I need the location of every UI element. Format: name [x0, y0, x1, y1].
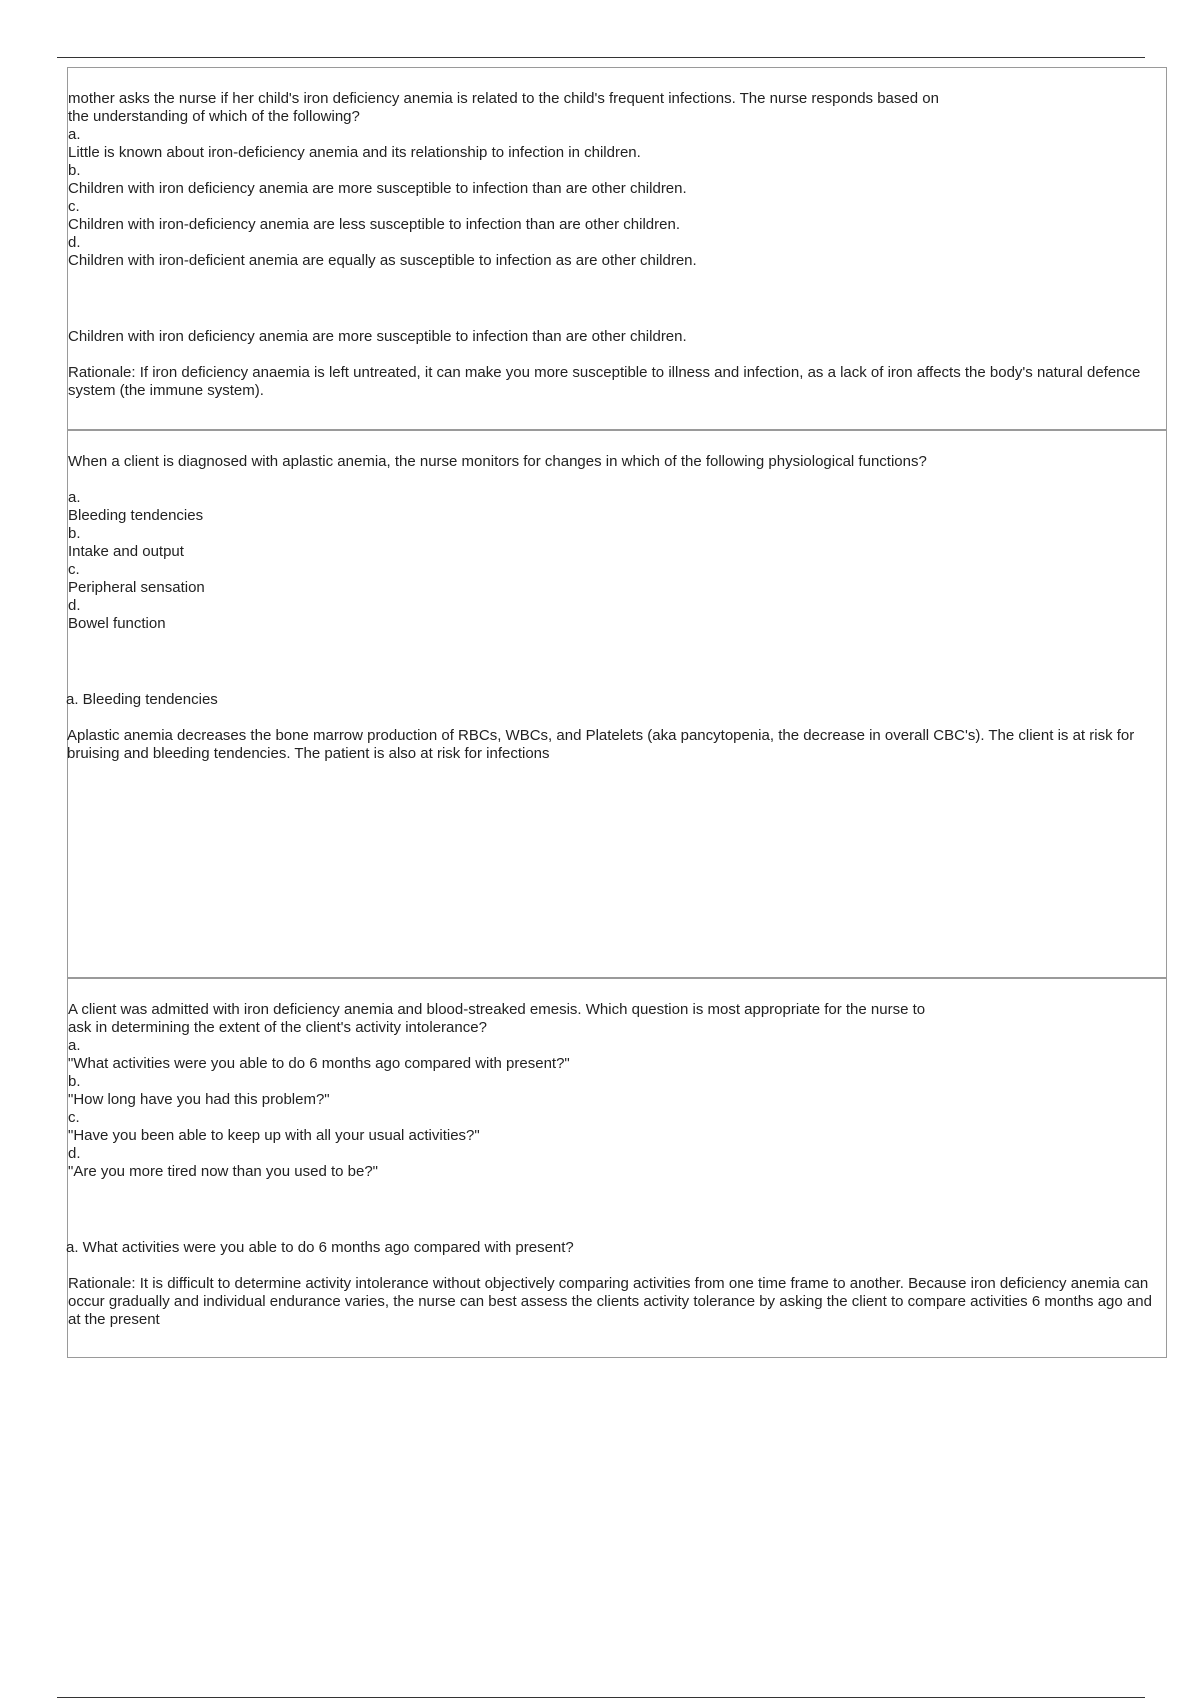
option-letter: b.: [68, 525, 81, 542]
option-d[interactable]: [68, 597, 205, 633]
question-card-3: [67, 978, 1167, 1358]
option-letter: c.: [68, 1109, 80, 1126]
option-a[interactable]: [68, 1037, 570, 1073]
option-text: Bowel function: [68, 615, 166, 632]
question-card-2: [67, 430, 1167, 978]
question-text: A client was admitted with iron deficiency anemia and blood-streaked emesis. Which question is most appropriate for the nurse to ask in determining the extent of the client's activity intolerance?: [68, 1001, 926, 1036]
option-letter: a.: [68, 489, 81, 506]
option-b[interactable]: [68, 1073, 570, 1109]
option-a[interactable]: [68, 126, 697, 162]
rationale-text: Rationale: If iron deficiency anaemia is left untreated, it can make you more susceptible to illness and infection, as a lack of iron affects the body's natural defence system (the immune system).: [68, 364, 1141, 399]
option-letter: c.: [68, 561, 80, 578]
option-letter: d.: [68, 1145, 81, 1162]
correct-answer: a. Bleeding tendencies: [66, 691, 218, 708]
option-text: "Are you more tired now than you used to be?": [68, 1163, 378, 1180]
option-text: "Have you been able to keep up with all your usual activities?": [68, 1127, 480, 1144]
option-letter: b.: [68, 1073, 81, 1090]
option-letter: a.: [68, 1037, 81, 1054]
option-a[interactable]: [68, 489, 205, 525]
question-text: mother asks the nurse if her child's iron deficiency anemia is related to the child's frequent infections. The nurse responds based on the understanding of which of the following?: [68, 90, 939, 125]
option-text: "How long have you had this problem?": [68, 1091, 330, 1108]
correct-answer: a. What activities were you able to do 6 months ago compared with present?: [66, 1239, 574, 1256]
page-top-rule: [57, 57, 1145, 58]
option-letter: b.: [68, 162, 81, 179]
option-letter: a.: [68, 126, 81, 143]
rationale-text: Rationale: It is difficult to determine activity intolerance without objectively comparing activities from one time frame to another. Because iron deficiency anemia can occur gradually and individual endurance varies, the nurse can best assess the clients activity tolerance by asking the client to compare activities 6 months ago and at the present: [68, 1275, 1152, 1328]
option-text: "What activities were you able to do 6 months ago compared with present?": [68, 1055, 570, 1072]
option-d[interactable]: [68, 1145, 570, 1181]
option-text: Little is known about iron-deficiency anemia and its relationship to infection in children.: [68, 144, 641, 161]
question-card-1: [67, 67, 1167, 430]
option-text: Peripheral sensation: [68, 579, 205, 596]
option-text: Children with iron-deficiency anemia are less susceptible to infection than are other children.: [68, 216, 680, 233]
option-letter: d.: [68, 234, 81, 251]
option-text: Children with iron-deficient anemia are equally as susceptible to infection as are other children.: [68, 252, 697, 269]
option-c[interactable]: [68, 561, 205, 597]
option-letter: c.: [68, 198, 80, 215]
option-d[interactable]: [68, 234, 697, 270]
answer-options: [68, 489, 205, 633]
option-c[interactable]: [68, 198, 697, 234]
page-bottom-rule: [57, 1697, 1145, 1698]
option-b[interactable]: [68, 525, 205, 561]
option-text: Children with iron deficiency anemia are more susceptible to infection than are other children.: [68, 180, 687, 197]
answer-options: [68, 1037, 570, 1181]
question-text: When a client is diagnosed with aplastic anemia, the nurse monitors for changes in which of the following physiological functions?: [68, 453, 927, 470]
answer-options: [68, 126, 697, 270]
option-b[interactable]: [68, 162, 697, 198]
option-text: Intake and output: [68, 543, 184, 560]
rationale-text: Aplastic anemia decreases the bone marrow production of RBCs, WBCs, and Platelets (aka pancytopenia, the decrease in overall CBC's). The client is at risk for bruising and bleeding tendencies. The patient is also at risk for infections: [67, 727, 1135, 762]
correct-answer: Children with iron deficiency anemia are more susceptible to infection than are other children.: [68, 328, 687, 345]
option-text: Bleeding tendencies: [68, 507, 204, 524]
option-letter: d.: [68, 597, 81, 614]
option-c[interactable]: [68, 1109, 570, 1145]
